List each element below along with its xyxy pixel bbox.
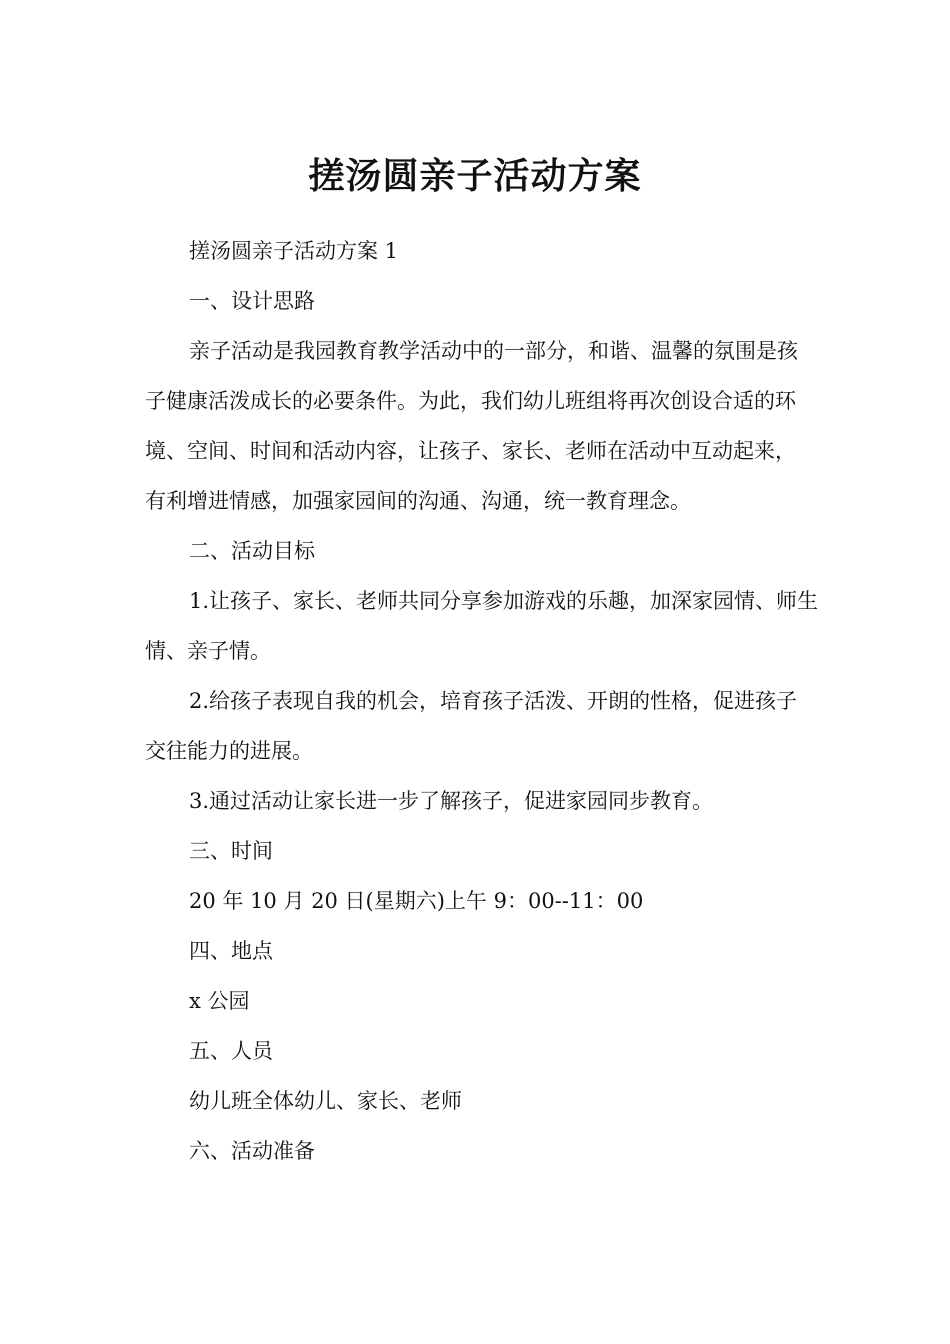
paragraph-goal-3: 3.通过活动让家长进一步了解孩子，促进家园同步教育。 (189, 789, 714, 813)
paragraph-people: 幼儿班全体幼儿、家长、老师 (189, 1089, 462, 1113)
section-heading-place: 四、地点 (189, 939, 273, 963)
document-subtitle: 搓汤圆亲子活动方案 1 (189, 239, 399, 263)
section-heading-prep: 六、活动准备 (189, 1139, 315, 1163)
section-heading-time: 三、时间 (189, 839, 273, 863)
paragraph-goal-2: 2.给孩子表现自我的机会，培育孩子活泼、开朗的性格，促进孩子交往能力的进展。 (145, 689, 798, 763)
section-heading-people: 五、人员 (189, 1039, 273, 1063)
paragraph-place: x 公园 (189, 989, 250, 1013)
section-heading-design: 一、设计思路 (189, 289, 315, 313)
document-body (145, 226, 819, 1176)
document-title: 搓汤圆亲子活动方案 (308, 155, 642, 198)
paragraph-time: 20 年 10 月 20 日(星期六)上午 9：00--11：00 (189, 889, 644, 913)
paragraph-goal-1: 1.让孩子、家长、老师共同分享参加游戏的乐趣，加深家园情、师生情、亲子情。 (145, 589, 819, 663)
section-heading-goals: 二、活动目标 (189, 539, 315, 563)
paragraph-design: 亲子活动是我园教育教学活动中的一部分，和谐、温馨的氛围是孩子健康活泼成长的必要条件。为此，我们幼儿班组将再次创设合适的环境、空间、时间和活动内容，让孩子、家长、老师在活动中互动起来，有利增进情感，加强家园间的沟通、沟通，统一教育理念。 (145, 339, 798, 513)
